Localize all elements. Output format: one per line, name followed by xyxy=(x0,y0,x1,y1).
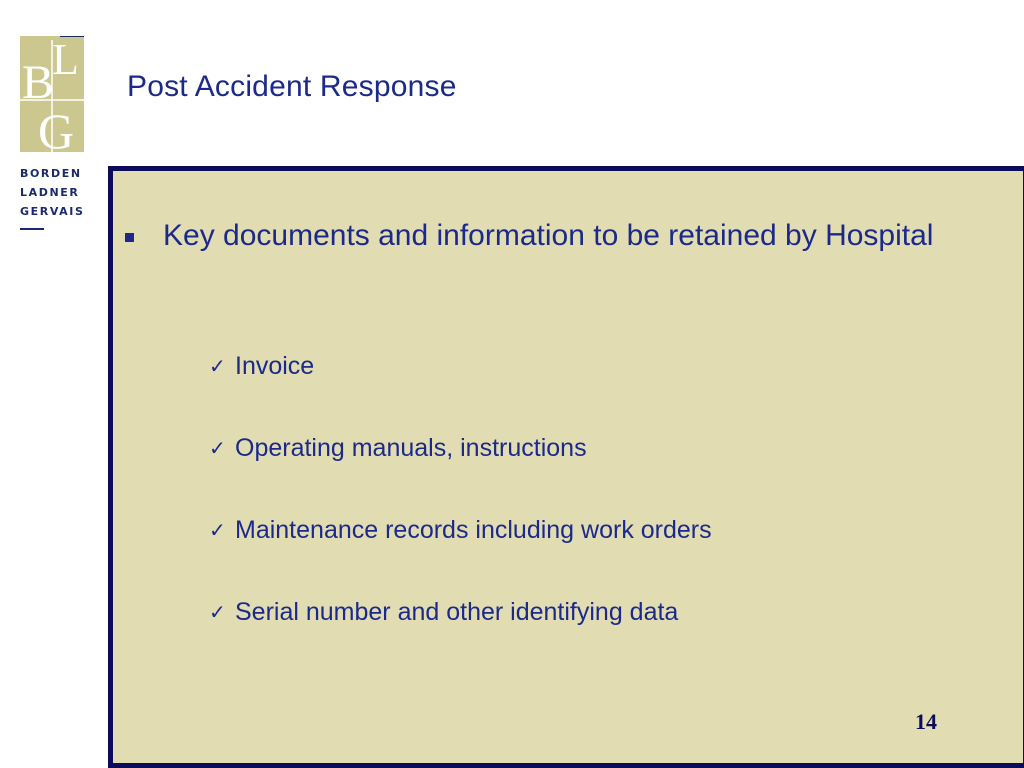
list-item-text: Serial number and other identifying data xyxy=(235,598,679,626)
logo-word: GERVAIS xyxy=(20,205,85,218)
logo-words xyxy=(20,164,90,221)
content-panel xyxy=(108,166,1024,768)
check-icon: ✓ xyxy=(209,354,226,378)
svg-text:G: G xyxy=(38,103,75,152)
logo-divider xyxy=(20,228,44,230)
blg-logo-mark xyxy=(20,36,84,152)
square-bullet-icon xyxy=(125,233,134,242)
blg-logo xyxy=(14,30,88,240)
svg-text:B: B xyxy=(22,56,55,109)
list-item-text: Invoice xyxy=(235,352,315,380)
check-icon: ✓ xyxy=(209,600,226,624)
logo-word: LADNER xyxy=(20,186,80,199)
check-icon: ✓ xyxy=(209,436,226,460)
slide-title: Post Accident Response xyxy=(127,70,457,103)
check-icon: ✓ xyxy=(209,518,226,542)
sub-bullet-list xyxy=(209,351,712,679)
list-item xyxy=(209,515,712,597)
list-item-text: Maintenance records including work orders xyxy=(235,516,712,544)
main-bullet-text: Key documents and information to be retained by Hospital xyxy=(163,219,934,252)
page-number: 14 xyxy=(915,709,937,734)
list-item xyxy=(209,351,712,433)
list-item-text: Operating manuals, instructions xyxy=(235,434,587,462)
logo-word: BORDEN xyxy=(20,167,82,180)
svg-text:L: L xyxy=(52,36,79,84)
list-item xyxy=(209,597,712,679)
main-bullet xyxy=(163,215,963,257)
list-item xyxy=(209,433,712,515)
